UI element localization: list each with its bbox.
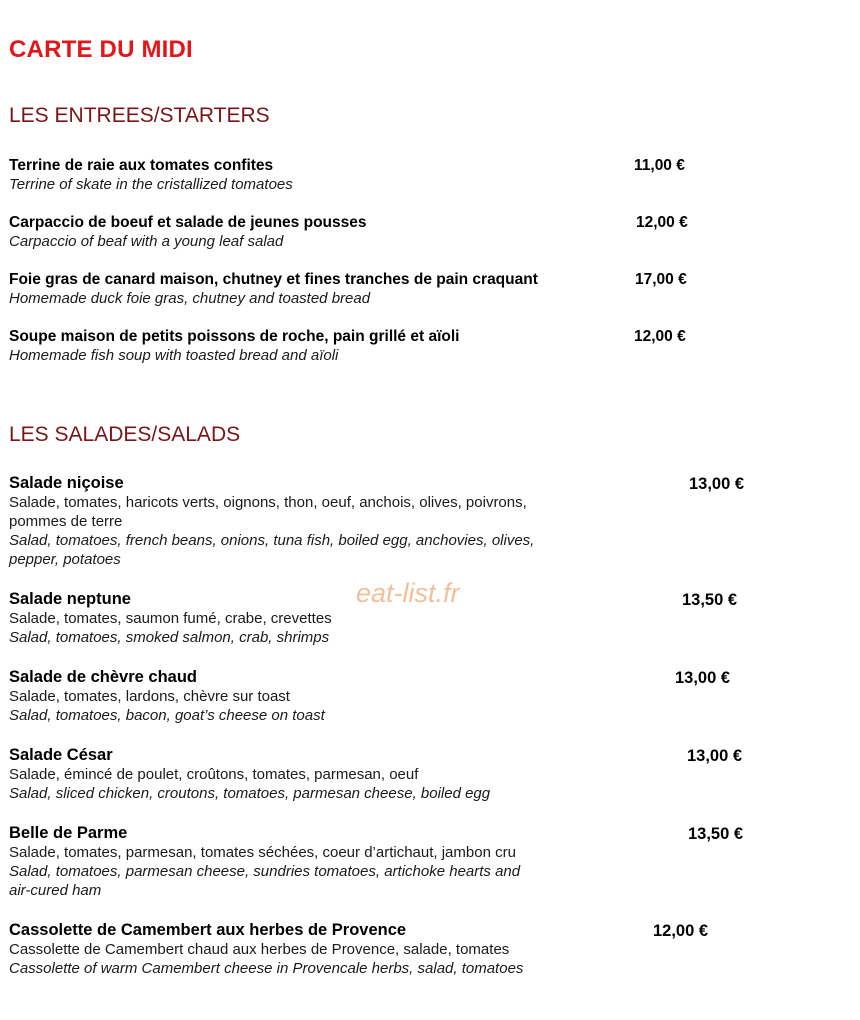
item-name: Terrine de raie aux tomates confites (9, 157, 274, 174)
item-english: Homemade fish soup with toasted bread and aïoli (9, 347, 339, 364)
item-name: Soupe maison de petits poissons de roche, pain grillé et aïoli (9, 328, 460, 345)
menu-item (9, 327, 459, 365)
item-price: 13,50 € (682, 591, 738, 609)
item-price: 12,00 € (636, 214, 688, 231)
menu-item (9, 474, 534, 569)
item-name: Foie gras de canard maison, chutney et fines tranches de pain craquant (9, 271, 538, 288)
item-price: 13,00 € (689, 475, 745, 493)
item-price: 12,00 € (653, 922, 709, 940)
item-name: Salade César (9, 746, 113, 764)
item-english: pepper, potatoes (9, 551, 121, 568)
item-description: Salade, tomates, lardons, chèvre sur toast (9, 688, 290, 705)
item-name: Cassolette de Camembert aux herbes de Provence (9, 921, 407, 939)
menu-item (9, 270, 538, 308)
item-price: 13,50 € (688, 825, 744, 843)
menu-item (9, 156, 293, 194)
menu-title: CARTE DU MIDI (9, 36, 193, 63)
section-heading-salads: LES SALADES/SALADS (9, 423, 241, 446)
item-english: Salad, sliced chicken, croutons, tomatoes, parmesan cheese, boiled egg (9, 785, 491, 802)
item-description: Salade, tomates, saumon fumé, crabe, crevettes (9, 610, 332, 627)
item-english: Salad, tomatoes, bacon, goat’s cheese on toast (9, 707, 325, 724)
item-name: Salade de chèvre chaud (9, 668, 198, 686)
item-name: Salade neptune (9, 590, 131, 608)
item-english: Homemade duck foie gras, chutney and toasted bread (9, 290, 371, 307)
item-price: 12,00 € (634, 328, 686, 345)
item-english: Carpaccio of beaf with a young leaf salad (9, 233, 284, 250)
item-description: Salade, tomates, parmesan, tomates séchées, coeur d’artichaut, jambon cru (9, 844, 516, 861)
item-english: air-cured ham (9, 882, 102, 899)
section-heading-starters: LES ENTREES/STARTERS (9, 104, 270, 127)
menu-item (9, 668, 325, 725)
item-price: 11,00 € (634, 157, 685, 174)
menu-item (9, 213, 366, 251)
item-english: Terrine of skate in the cristallized tomatoes (9, 176, 293, 193)
menu-item (9, 921, 523, 978)
item-price: 13,00 € (675, 669, 731, 687)
menu-item (9, 590, 332, 647)
item-description: Salade, émincé de poulet, croûtons, tomates, parmesan, oeuf (9, 766, 419, 783)
menu-item (9, 824, 520, 900)
item-description: Salade, tomates, haricots verts, oignons, thon, oeuf, anchois, olives, poivrons, (9, 494, 527, 511)
item-name: Salade niçoise (9, 474, 124, 492)
item-description: Cassolette de Camembert chaud aux herbes de Provence, salade, tomates (9, 941, 510, 958)
item-name: Carpaccio de boeuf et salade de jeunes pousses (9, 214, 367, 231)
watermark: eat-list.fr (356, 578, 460, 608)
item-name: Belle de Parme (9, 824, 128, 842)
menu-item (9, 746, 490, 803)
item-description: pommes de terre (9, 513, 123, 530)
item-english: Cassolette of warm Camembert cheese in Provencale herbs, salad, tomatoes (9, 960, 524, 977)
item-english: Salad, tomatoes, french beans, onions, tuna fish, boiled egg, anchovies, olives, (9, 532, 535, 549)
item-price: 17,00 € (635, 271, 687, 288)
item-english: Salad, tomatoes, parmesan cheese, sundries tomatoes, artichoke hearts and (9, 863, 521, 880)
item-price: 13,00 € (687, 747, 743, 765)
item-english: Salad, tomatoes, smoked salmon, crab, shrimps (9, 629, 330, 646)
